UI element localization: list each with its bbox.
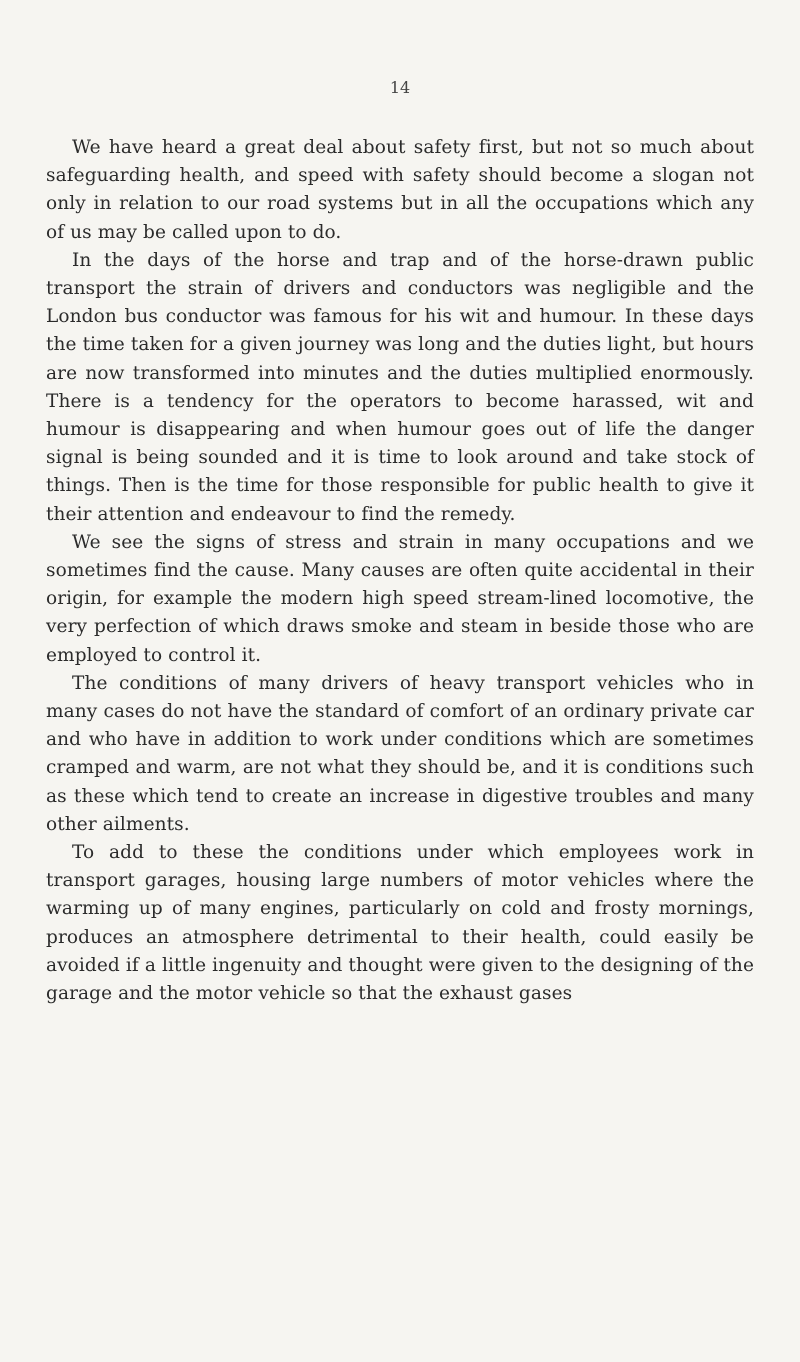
- paragraph-5: To add to these the conditions under which employees work in transport garages, housing large numbers of motor vehicles where the warming up of many engines, particularly on cold and frosty mornings, produces an atmosphere detrimental to their health, could easily be avoided if a little ingenuity and thought were given to the designing of the garage and the motor vehicle so that the exhaust gases: [46, 842, 754, 1005]
- paragraph-4: The conditions of many drivers of heavy transport vehicles who in many cases do not have the standard of comfort of an ordinary private car and who have in addition to work under conditions which are sometimes cramped and warm, are not what they should be, and it is conditions such as these which tend to create an increase in digestive troubles and many other ailments.: [46, 672, 754, 835]
- paragraph-3: We see the signs of stress and strain in many occupations and we sometimes find the cause. Many causes are often quite accidental in their origin, for example the modern high speed stream-lined locomotive, the very perfection of which draws smoke and steam in beside those who are employed to control it.: [46, 531, 754, 666]
- paragraph-1: We have heard a great deal about safety first, but not so much about safeguarding health, and speed with safety should become a slogan not only in relation to our road systems but in all the occupations which any of us may be called upon to do.: [46, 137, 754, 243]
- page-number: 14: [389, 78, 411, 97]
- body-text: [46, 134, 754, 1008]
- paragraph-2: In the days of the horse and trap and of the horse-drawn public transport the strain of drivers and conductors was negligible and the London bus conductor was famous for his wit and humour. In these days the time taken for a given journey was long and the duties light, but hours are now transformed into minutes and the duties multiplied enormously. There is a tendency for the operators to become harassed, wit and humour is disappearing and when humour goes out of life the danger signal is being sounded and it is time to look around and take stock of things. Then is the time for those responsible for public health to give it their attention and endeavour to find the remedy.: [46, 249, 754, 525]
